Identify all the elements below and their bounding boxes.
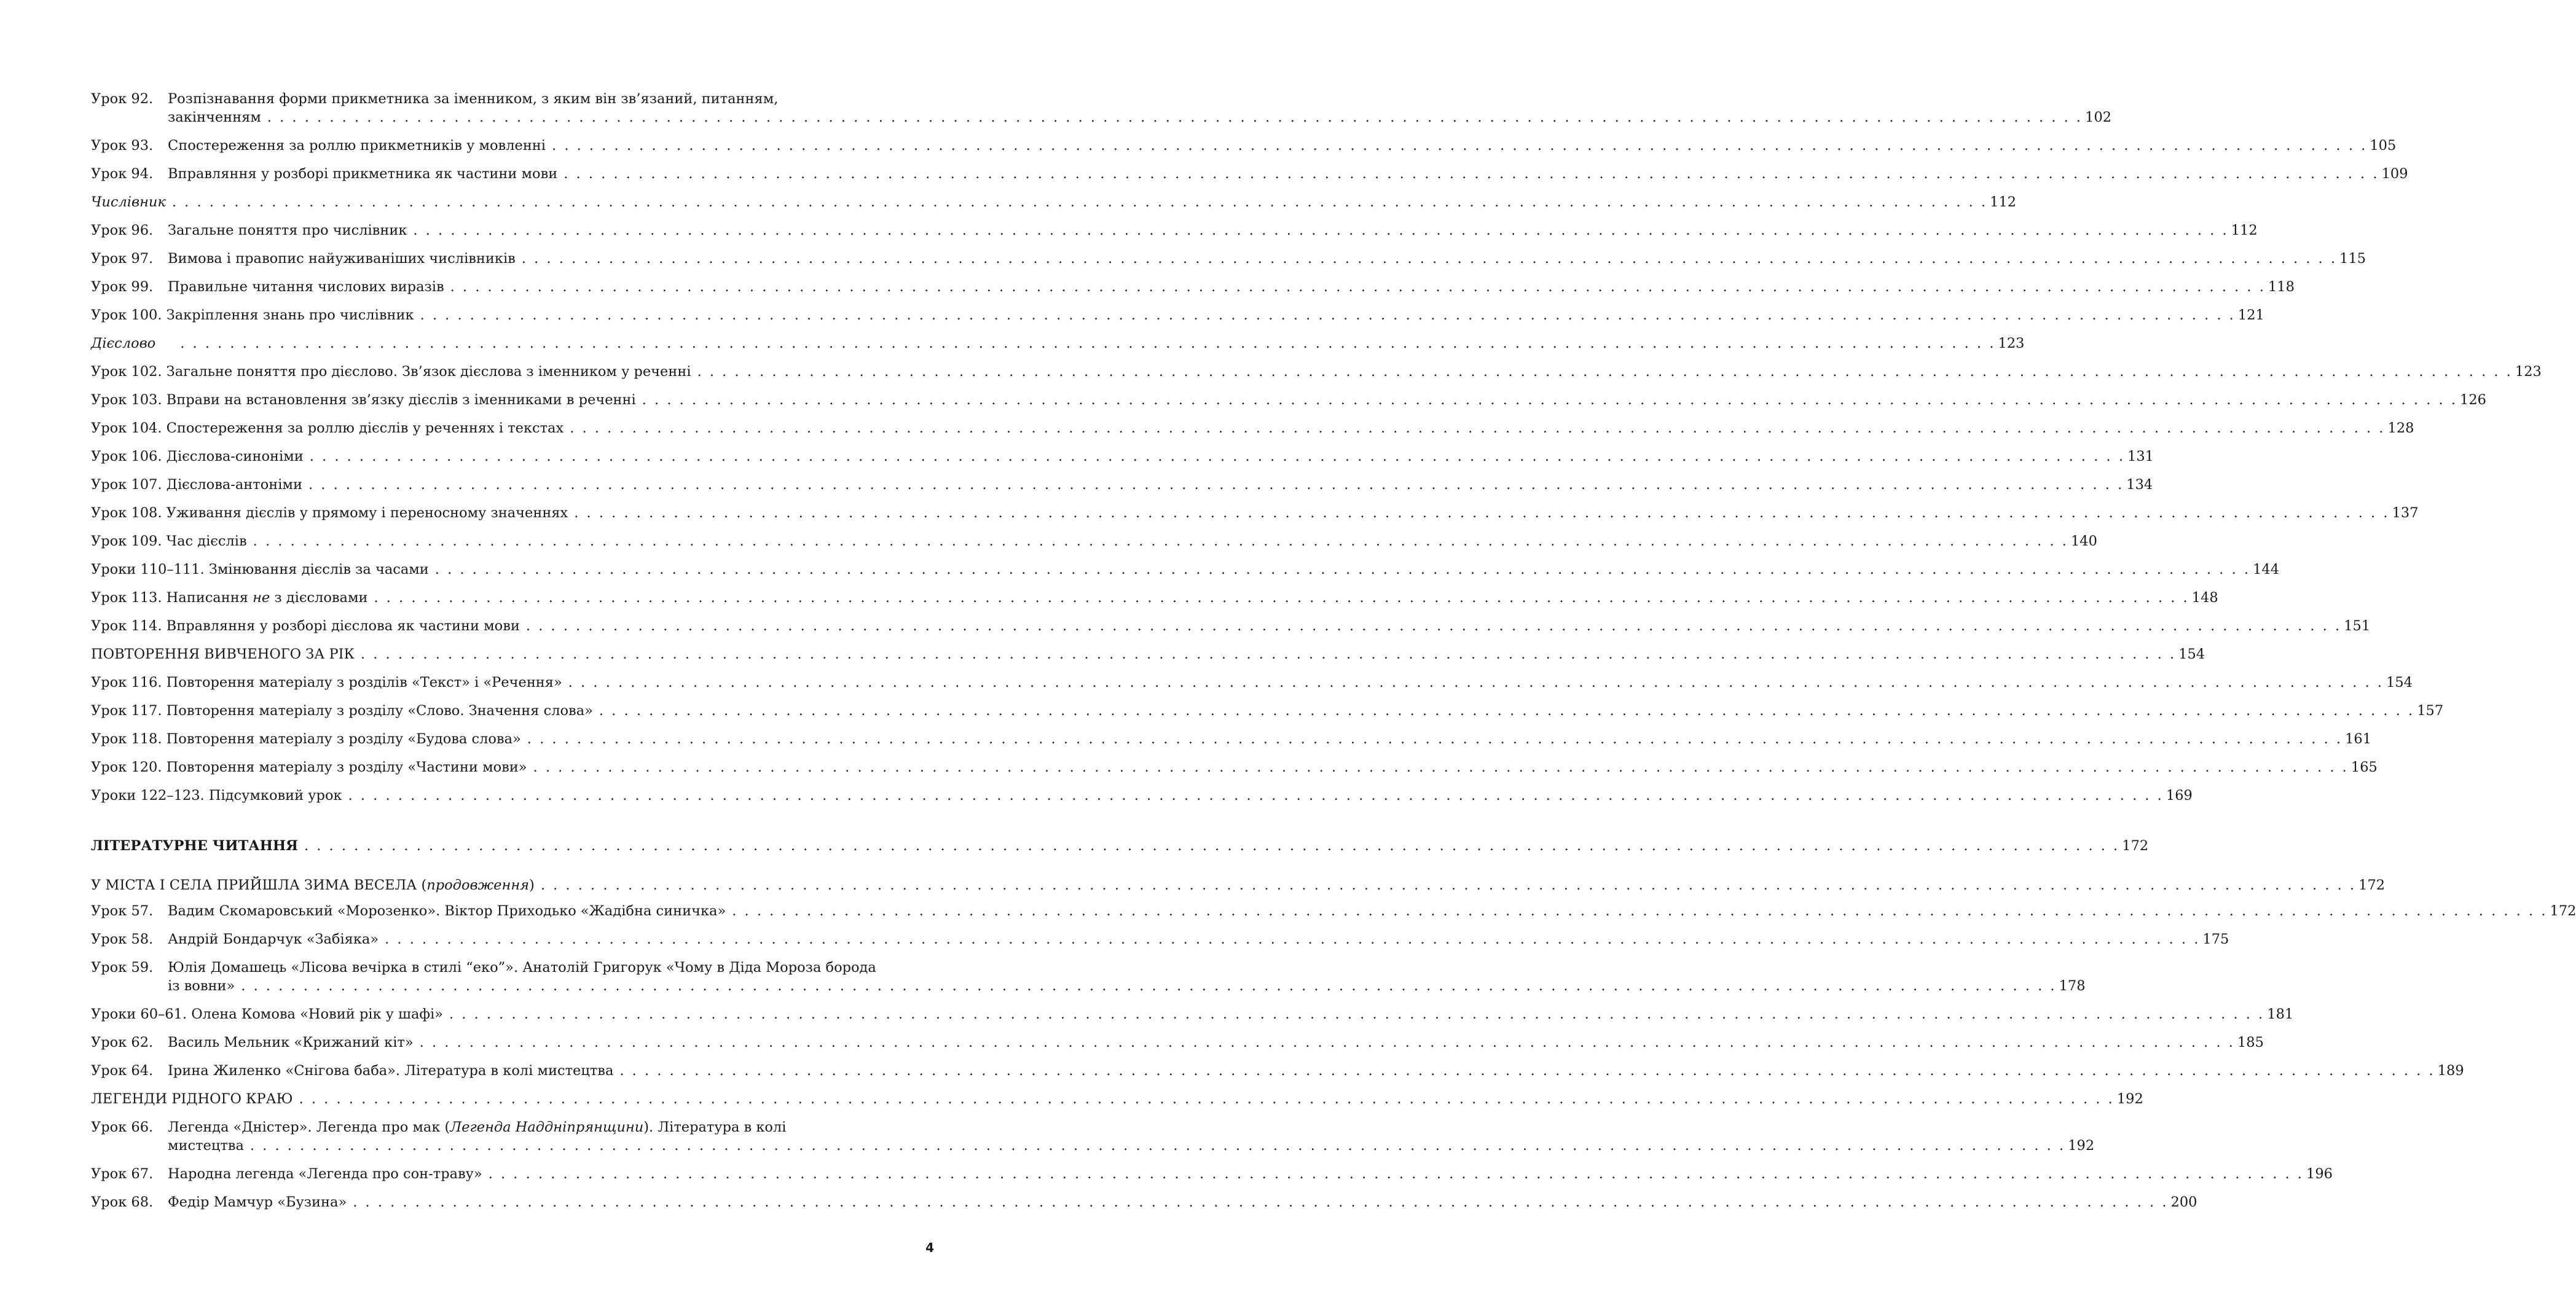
- heading-title: [91, 876, 535, 894]
- page-ref: 137: [2392, 505, 2419, 521]
- entry-title: Федір Мамчур «Бузина»: [168, 1194, 347, 1210]
- entry-title: Урок 117. Повторення матеріалу з розділу «Слово. Значення слова»: [91, 703, 593, 719]
- entry-title-italic: Легенда Наддніпрянщини: [450, 1119, 644, 1135]
- toc-entry: [91, 1193, 2197, 1211]
- entry-title: Урок 107. Дієслова-антоніми: [91, 477, 302, 493]
- entry-title: [168, 1118, 786, 1136]
- dot-leader: [353, 1193, 2166, 1211]
- toc-entry: [91, 1033, 2264, 1052]
- lesson-number: Урок 57.: [91, 903, 154, 919]
- dot-leader: [308, 475, 2122, 494]
- lesson-number: Урок 68.: [91, 1194, 154, 1210]
- entry-title-part: з дієсловами: [270, 590, 368, 606]
- heading-title: ЛЕГЕНДИ РІДНОГО КРАЮ: [91, 1091, 293, 1107]
- toc-entry: [91, 560, 2280, 579]
- page-ref: 109: [2381, 166, 2408, 182]
- dot-leader: [435, 560, 2248, 579]
- dot-leader: [241, 977, 2054, 995]
- entry-title: Урок 120. Повторення матеріалу з розділу «Частини мови»: [91, 759, 527, 775]
- entry-title: Андрій Бондарчук «Забіяка»: [168, 931, 379, 947]
- lesson-number: Урок 67.: [91, 1166, 154, 1182]
- page-ref: 102: [2085, 109, 2112, 125]
- dot-leader: [574, 504, 2387, 522]
- table-of-contents: [91, 90, 2576, 1211]
- lesson-number: Урок 96.: [91, 222, 154, 238]
- toc-entry: [91, 930, 2229, 948]
- page-ref: 189: [2437, 1063, 2464, 1079]
- page-ref: 140: [2070, 533, 2097, 549]
- toc-entry: [91, 617, 2371, 635]
- toc-section: [91, 334, 2025, 353]
- toc-entry: [91, 419, 2414, 437]
- dot-leader: [420, 1033, 2233, 1052]
- page-ref: 154: [2386, 675, 2413, 690]
- dot-leader: [527, 730, 2341, 748]
- lesson-number: Урок 99.: [91, 279, 154, 295]
- toc-entry: [91, 1165, 2333, 1183]
- toc-entry: [91, 958, 2086, 995]
- page-ref: 154: [2178, 646, 2205, 662]
- dot-leader: [450, 278, 2264, 296]
- dot-leader: [253, 532, 2067, 550]
- entry-title: Урок 108. Уживання дієслів у прямому і переносному значеннях: [91, 505, 568, 521]
- entry-title-part: ). Література в колі: [643, 1119, 787, 1135]
- dot-leader: [361, 645, 2174, 663]
- dot-leader: [413, 221, 2226, 240]
- page-ref: 200: [2170, 1194, 2197, 1210]
- entry-title: Урок 103. Вправи на встановлення зв’язку дієслів з іменниками в реченні: [91, 392, 636, 408]
- dot-leader: [552, 136, 2365, 155]
- lesson-number: Урок 62.: [91, 1034, 154, 1050]
- dot-leader: [449, 1005, 2263, 1023]
- lesson-number: Урок 66.: [91, 1119, 154, 1135]
- toc-entry: [91, 391, 2486, 409]
- toc-entry: [91, 221, 2258, 240]
- page-number: 4: [925, 1240, 934, 1255]
- entry-title: Загальне поняття про числівник: [168, 222, 407, 238]
- toc-entry: [91, 758, 2378, 776]
- page-ref: 165: [2350, 759, 2378, 775]
- entry-title: Урок 116. Повторення матеріалу з розділів «Текст» і «Речення»: [91, 675, 562, 690]
- entry-title: Розпізнавання форми прикметника за іменником, з яким він зв’язаний, питанням,: [168, 91, 779, 107]
- page-ref: 105: [2370, 138, 2397, 154]
- toc-entry: [91, 1062, 2464, 1080]
- entry-title: закінченням: [168, 109, 261, 125]
- dot-leader: [310, 447, 2123, 466]
- toc-heading: [91, 876, 2386, 894]
- dot-leader: [526, 617, 2339, 635]
- dot-leader: [489, 1165, 2302, 1183]
- entry-title: Уроки 110–111. Змінювання дієслів за часами: [91, 561, 429, 577]
- dot-leader: [299, 1090, 2113, 1108]
- page-ref: 121: [2237, 307, 2264, 323]
- dot-leader: [599, 702, 2413, 720]
- dot-leader: [533, 758, 2347, 776]
- entry-title: Вправляння у розборі прикметника як частини мови: [168, 166, 558, 182]
- dot-leader: [564, 165, 2377, 183]
- dot-leader: [420, 306, 2234, 324]
- toc-entry: [91, 278, 2295, 296]
- lesson-number: Урок 58.: [91, 931, 154, 947]
- part-title: ЛІТЕРАТУРНЕ ЧИТАННЯ: [91, 838, 298, 854]
- entry-title: Ірина Жиленко «Снігова баба». Література в колі мистецтва: [168, 1063, 614, 1079]
- page-ref: 175: [2202, 931, 2229, 947]
- entry-title: Урок 106. Дієслова-синоніми: [91, 448, 304, 464]
- dot-leader: [348, 786, 2162, 805]
- page-ref: 123: [2515, 364, 2542, 380]
- entry-title-part: Легенда «Дністер». Легенда про мак (: [168, 1119, 450, 1135]
- toc-heading: [91, 1090, 2143, 1108]
- dot-leader: [250, 1136, 2064, 1155]
- lesson-number: Урок 92.: [91, 91, 154, 107]
- heading-title-italic: продовження: [426, 877, 530, 893]
- dot-leader: [522, 249, 2335, 268]
- dot-leader: [172, 193, 1985, 211]
- toc-entry: [91, 362, 2542, 381]
- entry-title: Юлія Домашець «Лісова вечірка в стилі “еко”». Анатолій Григорук «Чому в Діда Мороза борода: [168, 960, 876, 976]
- entry-title: із вовни»: [168, 978, 235, 994]
- entry-title: Урок 109. Час дієслів: [91, 533, 247, 549]
- page-ref: 131: [2127, 448, 2154, 464]
- entry-title-part: Урок 113. Написання: [91, 590, 253, 606]
- heading-title: ПОВТОРЕННЯ ВИВЧЕНОГО ЗА РІК: [91, 646, 355, 662]
- dot-leader: [568, 673, 2382, 692]
- dot-leader: [732, 902, 2545, 920]
- entry-title: Урок 100. Закріплення знань про числівник: [91, 307, 414, 323]
- lesson-number: Урок 59.: [91, 960, 154, 976]
- toc-entry: [91, 1118, 2095, 1155]
- toc-part-heading: [91, 837, 2149, 855]
- heading-title-part: У МІСТА І СЕЛА ПРИЙШЛА ЗИМА ВЕСЕЛА (: [91, 877, 427, 893]
- entry-title: Уроки 60–61. Олена Комова «Новий рік у шафі»: [91, 1006, 443, 1022]
- section-title: Дієслово: [91, 335, 156, 351]
- page-ref: 118: [2268, 279, 2295, 295]
- dot-leader: [180, 334, 1993, 353]
- page-ref: 128: [2387, 420, 2414, 436]
- dot-leader: [304, 837, 2118, 855]
- page-ref: 196: [2306, 1166, 2333, 1182]
- entry-title: Народна легенда «Легенда про сон-траву»: [168, 1166, 482, 1182]
- dot-leader: [541, 876, 2354, 894]
- entry-title-italic: не: [253, 590, 270, 606]
- page-ref: 181: [2267, 1006, 2294, 1022]
- page-ref: 134: [2126, 477, 2153, 493]
- toc-entry: [91, 475, 2153, 494]
- entry-title: мистецтва: [168, 1138, 244, 1154]
- lesson-number: Урок 64.: [91, 1063, 154, 1079]
- page-ref: 161: [2345, 731, 2372, 747]
- section-title: Числівник: [91, 194, 166, 210]
- dot-leader: [570, 419, 2383, 437]
- toc-entry: [91, 902, 2576, 920]
- page-ref: 185: [2237, 1034, 2264, 1050]
- dot-leader: [385, 930, 2198, 948]
- entry-title: Василь Мельник «Крижаний кіт»: [168, 1034, 414, 1050]
- entry-title: Урок 118. Повторення матеріалу з розділу «Будова слова»: [91, 731, 521, 747]
- page-ref: 169: [2166, 788, 2193, 804]
- entry-title: Урок 104. Спостереження за роллю дієслів у реченнях і текстах: [91, 420, 564, 436]
- toc-entry: [91, 90, 2112, 127]
- page-ref: 172: [2122, 838, 2149, 854]
- dot-leader: [267, 108, 2081, 127]
- page-ref: 157: [2417, 703, 2444, 719]
- dot-leader: [697, 362, 2511, 381]
- toc-entry: [91, 447, 2154, 466]
- entry-title: [91, 588, 367, 607]
- entry-title: Вадим Скомаровський «Морозенко». Віктор Приходько «Жадібна синичка»: [168, 903, 726, 919]
- toc-entry: [91, 306, 2264, 324]
- entry-title: Правильне читання числових виразів: [168, 279, 444, 295]
- page-ref: 144: [2253, 561, 2280, 577]
- toc-entry: [91, 702, 2444, 720]
- entry-title: Урок 102. Загальне поняття про дієслово. Зв’язок дієслова з іменником у реченні: [91, 364, 691, 380]
- entry-title: Урок 114. Вправляння у розборі дієслова як частини мови: [91, 618, 520, 634]
- toc-heading: [91, 645, 2205, 663]
- entry-title: Спостереження за роллю прикметників у мовленні: [168, 138, 546, 154]
- lesson-number: Урок 94.: [91, 166, 154, 182]
- page-ref: 192: [2116, 1091, 2143, 1107]
- page-ref: 151: [2344, 618, 2371, 634]
- toc-entry: [91, 165, 2408, 183]
- toc-entry: [91, 730, 2372, 748]
- page-ref: 192: [2068, 1138, 2095, 1154]
- page-ref: 172: [2550, 903, 2576, 919]
- page-ref: 112: [2231, 222, 2258, 238]
- heading-title-part: ): [529, 877, 535, 893]
- toc-entry: [91, 588, 2218, 607]
- toc-entry: [91, 136, 2397, 155]
- page-ref: 126: [2460, 392, 2486, 408]
- page-ref: 178: [2059, 978, 2086, 994]
- toc-entry: [91, 249, 2366, 268]
- toc-section: [91, 193, 2017, 211]
- page-ref: 172: [2358, 877, 2386, 893]
- entry-title: Вимова і правопис найуживаніших числівників: [168, 251, 516, 267]
- toc-entry: [91, 1005, 2294, 1023]
- toc-entry: [91, 673, 2413, 692]
- page-ref: 148: [2191, 590, 2218, 606]
- page-ref: 123: [1998, 335, 2025, 351]
- lesson-number: Урок 97.: [91, 251, 154, 267]
- entry-title: Уроки 122–123. Підсумковий урок: [91, 788, 342, 804]
- dot-leader: [619, 1062, 2433, 1080]
- page-ref: 112: [1990, 194, 2017, 210]
- toc-entry: [91, 532, 2097, 550]
- lesson-number: Урок 93.: [91, 138, 154, 154]
- toc-entry: [91, 786, 2193, 805]
- page-ref: 115: [2339, 251, 2366, 267]
- dot-leader: [642, 391, 2456, 409]
- toc-entry: [91, 504, 2419, 522]
- dot-leader: [374, 588, 2187, 607]
